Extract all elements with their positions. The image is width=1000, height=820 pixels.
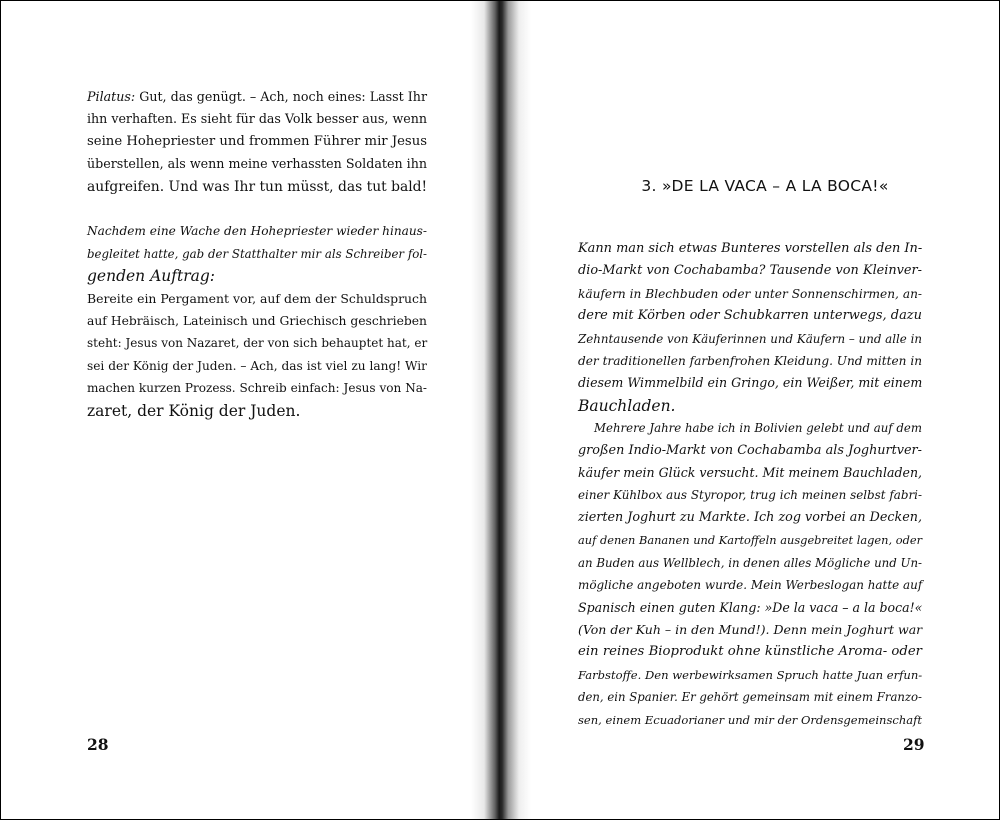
text-line: diesem Wimmelbild ein Gringo, ein Weißer, mit einem	[578, 375, 923, 391]
text-line: genden Auftrag:	[87, 267, 216, 286]
text-line: auf Hebräisch, Lateinisch und Griechisch geschrieben	[87, 314, 427, 329]
text-line: seine Hohepriester und frommen Führer mir Jesus	[87, 133, 427, 149]
text-line: an Buden aus Wellblech, in denen alles Mögliche und Un-	[578, 555, 922, 570]
text-line: Kann man sich etwas Bunteres vorstellen als den In-	[578, 241, 923, 256]
text-line: Mehrere Jahre habe ich in Bolivien gelebt und auf dem	[594, 421, 922, 436]
text-line: ein reines Bioprodukt ohne künstliche Aroma- oder	[578, 644, 922, 660]
text-line: käufern in Blechbuden oder unter Sonnenschirmen, an-	[578, 286, 922, 301]
text-line: Zehntausende von Käuferinnen und Käufern – und alle in	[578, 331, 922, 346]
line-text: Gut, das genügt. – Ach, noch eines: Lasst Ihr	[139, 89, 427, 104]
text-line: zaret, der König der Juden.	[87, 401, 301, 420]
right-page	[531, 1, 999, 819]
left-page-body	[87, 86, 427, 422]
text-line: zierten Joghurt zu Markte. Ich zog vorbei an Decken,	[578, 509, 922, 525]
text-line: begleitet hatte, gab der Statthalter mir als Schreiber fol-	[87, 246, 427, 261]
text-line	[87, 86, 427, 108]
text-line: Farbstoffe. Den werbewirksamen Spruch hatte Juan erfun-	[578, 667, 923, 682]
page-number: 28	[87, 735, 109, 754]
left-page	[1, 1, 471, 819]
text-line: sen, einem Ecuadorianer und mir der Ordensgemeinschaft	[578, 712, 922, 727]
text-line: steht: Jesus von Nazaret, der von sich behauptet hat, er	[87, 336, 428, 351]
text-line: großen Indio-Markt von Cochabamba als Joghurtver-	[578, 442, 922, 458]
page-number: 29	[903, 735, 925, 754]
text-line: Nachdem eine Wache den Hohepriester wieder hinaus-	[87, 224, 427, 239]
text-line: einer Kühlbox aus Styropor, trug ich meinen selbst fabri-	[578, 488, 922, 503]
speaker-label: Pilatus:	[87, 89, 136, 104]
text-line: machen kurzen Prozess. Schreib einfach: Jesus von Na-	[87, 381, 427, 396]
text-line: (Von der Kuh – in den Mund!). Denn mein Joghurt war	[578, 621, 923, 637]
text-line: der traditionellen farbenfrohen Kleidung. Und mitten in	[578, 354, 922, 369]
text-line: ihn verhaften. Es sieht für das Volk besser aus, wenn	[87, 111, 427, 127]
text-line: dere mit Körben oder Schubkarren unterwegs, dazu	[578, 308, 922, 324]
text-line: auf denen Bananen und Kartoffeln ausgebreitet lagen, oder	[578, 533, 922, 548]
chapter-title: 3. »DE LA VACA – A LA BOCA!«	[641, 177, 889, 195]
text-line: dio-Markt von Cochabamba? Tausende von Kleinver-	[578, 263, 922, 279]
text-line: den, ein Spanier. Er gehört gemeinsam mit einem Franzo-	[578, 690, 922, 705]
text-line: überstellen, als wenn meine verhassten Soldaten ihn	[87, 156, 427, 172]
paragraph-gap	[87, 198, 427, 220]
right-page-body	[578, 238, 922, 731]
text-line: sei der König der Juden. – Ach, das ist viel zu lang! Wir	[87, 358, 427, 373]
book-gutter	[471, 1, 531, 819]
text-line: aufgreifen. Und was Ihr tun müsst, das tut bald!	[87, 178, 428, 195]
text-line: Spanisch einen guten Klang: »De la vaca – a la boca!«	[578, 599, 923, 615]
text-line: Bereite ein Pergament vor, auf dem der Schuldspruch	[87, 290, 427, 306]
text-line: käufer mein Glück versucht. Mit meinem Bauchladen,	[578, 465, 923, 481]
text-line: Bauchladen.	[578, 396, 676, 415]
text-line: mögliche angeboten wurde. Mein Werbeslogan hatte auf	[578, 578, 923, 593]
